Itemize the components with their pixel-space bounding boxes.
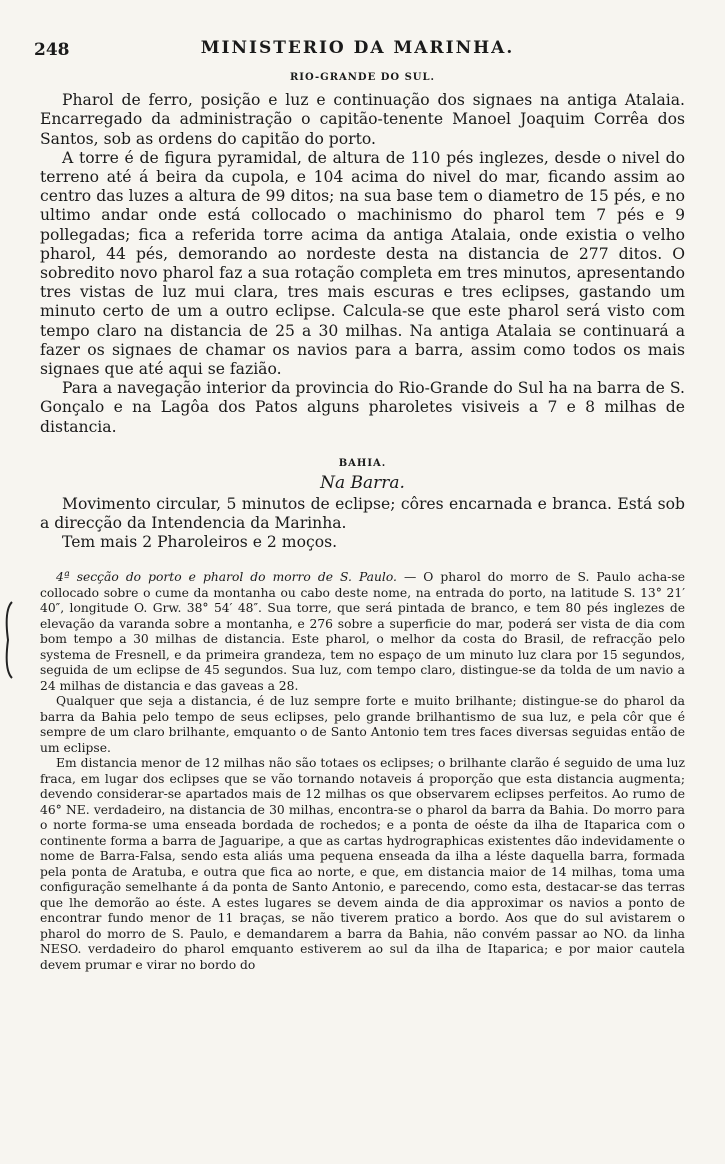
paragraph: Em distancia menor de 12 milhas não são totaes os eclipses; o brilhante clarão é seguido de uma luz fraca, em lugar dos eclipses que se vão tornando notaveis á proporção que esta distancia augmenta; devendo considerar-se apartados mais de 12 milhas os que observarem eclipses perfeitos. Ao rumo de 46° NE. verdadeiro, na distancia de 30 milhas, encontra-se o pharol da barra da Bahia. Do morro para o norte forma-se uma enseada bordada de rochedos; e a ponta de oéste da ilha de Itaparica com o continente forma a barra de Jaguaripe, a que as cartas hydrographicas existentes dão indevidamente o nome de Barra-Falsa, sendo esta aliás uma pequena enseada da ilha a léste daquella barra, formada pela ponta de Aratuba, e outra que fica ao norte, e que, em distancia maior de 14 milhas, toma uma configuração semelhante á da ponta de Santo Antonio, e parecendo, como esta, destacar-se das terras que lhe demorão ao éste. A estes lugares se devem ainda de dia approximar os navios a ponto de encontrar fundo menor de 11 braças, se não tiverem pratico a bordo. Aos que do sul avistarem o pharol do morro de S. Paulo, e demandarem a barra da Bahia, não convém passar ao NO. da linha NESO. verdadeiro do pharol emquanto estiverem ao sul da ilha de Itaparica; e por maior cautela devem prumar e virar no bordo do	[40, 756, 685, 972]
running-title: MINISTERIO DA MARINHA.	[200, 38, 515, 58]
page-header	[34, 38, 681, 62]
paragraph: Qualquer que seja a distancia, é de luz sempre forte e muito brilhante; distingue-se do pharol da barra da Bahia pelo tempo de seus eclipses, pelo grande brilhantismo de sua luz, e pela côr que é sempre de um claro brilhante, emquanto o de Santo Antonio tem tres faces diversas seguidas então de um eclipse.	[40, 694, 685, 755]
margin-bracket	[2, 600, 16, 680]
bahia-section	[40, 458, 685, 558]
paragraph: A torre é de figura pyramidal, de altura de 110 pés inglezes, desde o nivel do terreno até á beira da cupola, e 104 acima do nivel do mar, ficando assim ao centro das luzes a altura de 99 ditos; na sua base tem o diametro de 15 pés, e no ultimo andar onde está collocado o machinismo do pharol tem 7 pés e 9 pollegadas; fica a referida torre acima da antiga Atalaia, onde existia o velho pharol, 44 pés, demorando ao nordeste desta na distancia de 277 ditos. O sobredito novo pharol faz a sua rotação completa em tres minutos, apresentando tres vistas de luz mui clara, tres mais escuras e tres eclipses, gastando um minuto certo de um a outro eclipse. Calcula-se que este pharol será visto com tempo claro na distancia de 25 a 30 milhas. Na antiga Atalaia se continuará a fazer os signaes de chamar os navios para a barra, assim como todos os mais signaes que até aqui se fazião.	[40, 148, 685, 379]
paragraph: Tem mais 2 Pharoleiros e 2 moços.	[62, 533, 338, 552]
paragraph: Para a navegação interior da provincia do Rio-Grande do Sul ha na barra de S. Gonçalo e na Lagôa dos Patos alguns pharoletes visiveis a 7 e 8 milhas de distancia.	[40, 379, 685, 436]
paragraph: Pharol de ferro, posição e luz e continuação dos signaes na antiga Atalaia. Encarregado da administração o capitão-tenente Manoel Joaquim Corrêa dos Santos, sob as ordens do capitão do porto.	[40, 91, 685, 148]
paragraph: Movimento circular, 5 minutos de eclipse; côres encarnada e branca. Está sob a direcção da Intendencia da Marinha.	[40, 495, 685, 533]
page-number: 248	[34, 40, 70, 60]
subsection-title: Na Barra.	[320, 473, 405, 493]
sec4-section	[40, 570, 685, 1150]
sec4-text: — O pharol do morro de S. Paulo acha-se collocado sobre o cume da montanha ou cabo deste nome, na entrada do porto, na latitude S. 13° 21′ 40″, longitude O. Grw. 38° 54′ 48″. Sua torre, que será pintada de branco, e tem 80 pés inglezes de elevação da varanda sobre a montanha, e 276 sobre a superficie do mar, poderá ser vista de dia com bom tempo a 30 milhas de distancia. Este pharol, o melhor da costa do Brasil, de refracção pelo systema de Fresnell, e da primeira grandeza, tem no espaço de um minuto luz clara por 15 segundos, seguida de um eclipse de 45 segundos. Sua luz, com tempo claro, distingue-se da tolda de um navio a 24 milhas de distancia e das gaveas a 28.	[40, 570, 685, 693]
paragraph	[40, 570, 685, 694]
section-title-bahia: BAHIA.	[338, 458, 387, 469]
section-title-rio-grande: RIO-GRANDE DO SUL.	[289, 72, 436, 83]
sec4-heading: 4ª secção do porto e pharol do morro de S. Paulo.	[56, 570, 397, 584]
rio-grande-section	[40, 68, 685, 468]
